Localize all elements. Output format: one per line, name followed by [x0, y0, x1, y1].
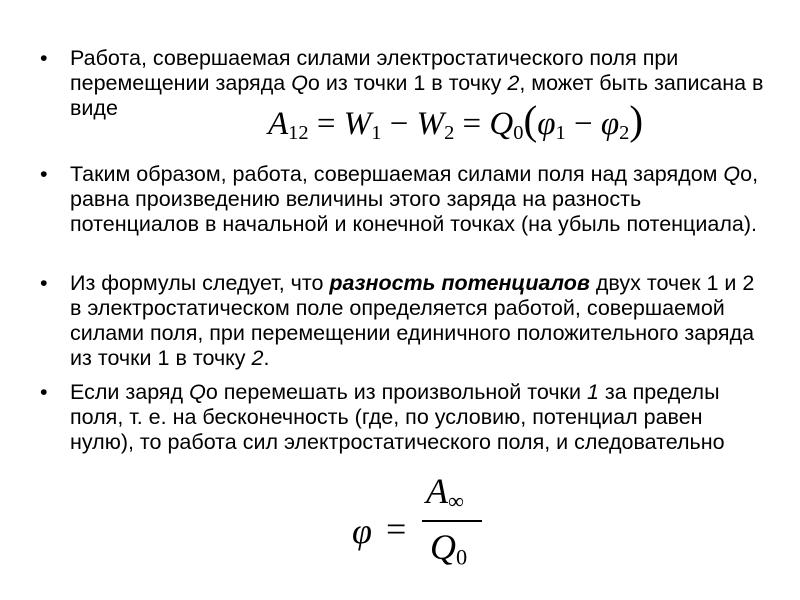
- formula-symbol-w: W: [343, 106, 372, 142]
- work-formula: [268, 97, 644, 153]
- formula-symbol-phi: φ: [600, 106, 620, 142]
- point-number: 2: [507, 71, 520, 95]
- formula-paren-left: (: [523, 97, 538, 143]
- emphasized-term: разность потенциалов: [329, 271, 590, 295]
- bullet-marker: •: [40, 380, 48, 404]
- text-run: о из точки 1 в точку: [307, 71, 508, 95]
- formula-symbol-phi: φ: [537, 106, 556, 142]
- text-run: .: [263, 346, 270, 370]
- formula-symbol-q: Q: [430, 527, 456, 567]
- charge-symbol: Q: [723, 162, 741, 186]
- formula-operator: −: [565, 106, 601, 142]
- text-run: двух точек 1 и 2 в электростатическом поле определяется работой, совершаемой силами поля, при перемещении единичного положительного заряда из точки 1 в точку: [70, 271, 755, 370]
- formula-symbol-w: W: [416, 106, 445, 142]
- formula-subscript: 2: [444, 122, 455, 145]
- formula-operator: −: [381, 106, 417, 142]
- formula-subscript: 0: [456, 544, 468, 570]
- point-number: 2: [251, 346, 264, 370]
- formula-subscript: 0: [513, 122, 524, 145]
- text-run: Таким образом, работа, совершаемая силами поля над зарядом: [70, 162, 724, 186]
- formula-subscript: 1: [371, 122, 382, 145]
- formula-symbol-q: Q: [489, 106, 514, 142]
- formula-symbol-a: A: [268, 106, 289, 142]
- text-run: о, равна произведению величины этого заряда на разность потенциалов в начальной и конечной точках (на убыль потенциала).: [70, 162, 759, 236]
- formula-subscript: 1: [555, 122, 566, 145]
- fraction-denominator: [430, 526, 467, 571]
- text-run: Работа, совершаемая силами электростатического поля при перемещении заряда: [70, 46, 679, 95]
- text-run: , может быть записана в виде: [70, 71, 764, 120]
- fraction-numerator: [426, 470, 464, 515]
- text-run: о перемешать из произвольной точки: [205, 380, 587, 404]
- formula-paren-right: ): [629, 97, 644, 143]
- formula-subscript: ∞: [448, 488, 464, 514]
- paragraph-work-potential: [70, 162, 770, 237]
- formula-subscript: 2: [619, 122, 630, 145]
- text-run: за пределы поля, т. е. на бесконечность (где, по условию, потенциал равен нулю), то работа сил электростатического поля, и следовательно: [70, 380, 725, 454]
- paragraph-infinity: [70, 380, 770, 455]
- paragraph-potential-difference: [70, 271, 770, 371]
- text-run: Из формулы следует, что: [70, 271, 330, 295]
- formula-operator: =: [308, 106, 344, 142]
- formula-operator: =: [454, 106, 490, 142]
- bullet-marker: •: [40, 162, 48, 186]
- formula-subscript: 12: [288, 122, 309, 145]
- formula-symbol-phi: φ: [352, 511, 372, 551]
- bullet-marker: •: [40, 271, 48, 295]
- bullet-marker: •: [40, 46, 48, 70]
- text-run: Если заряд: [70, 380, 190, 404]
- formula-symbol-a: A: [426, 471, 448, 511]
- formula-operator: =: [386, 509, 407, 549]
- point-number: 1: [586, 380, 599, 404]
- charge-symbol: Q: [189, 380, 206, 404]
- fraction-bar: [422, 520, 482, 522]
- charge-symbol: Q: [291, 71, 308, 95]
